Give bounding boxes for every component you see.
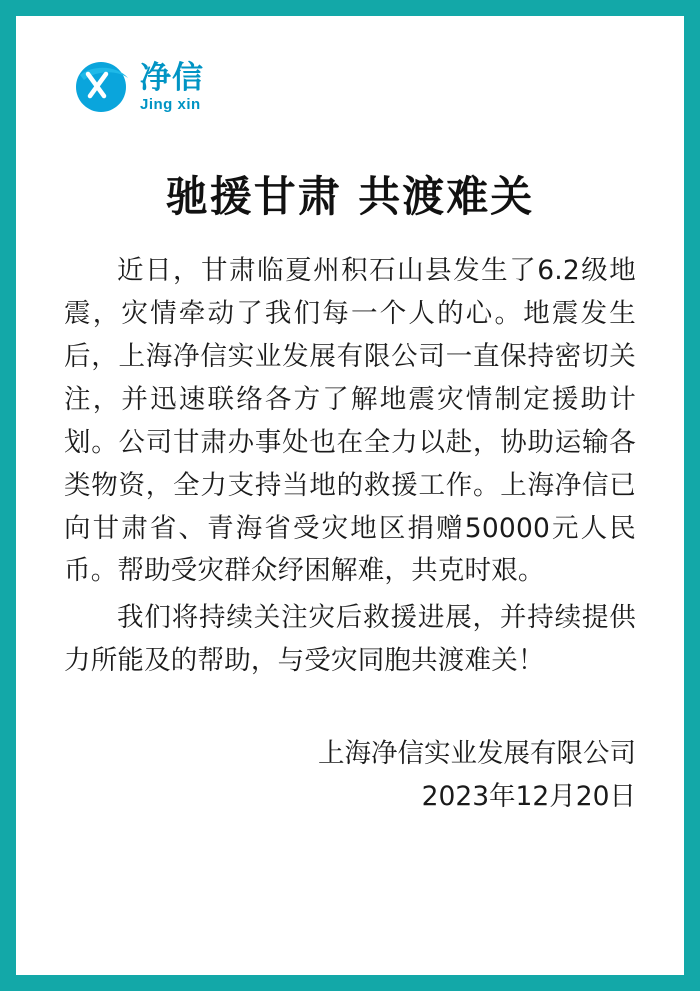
brand-name-cn: 净信 <box>140 59 204 96</box>
brand-logo <box>74 52 636 122</box>
announcement-body <box>64 250 636 687</box>
signature-date: 2023年12月20日 <box>421 780 636 812</box>
paragraph-1: 近日，甘肃临夏州积石山县发生了6.2级地震，灾情牵动了我们每一个人的心。地震发生后，上海净信实业发展有限公司一直保持密切关注，并迅速联络各方了解地震灾情制定援助计划。公司甘肃办事处也在全力以赴，协助运输各类物资，全力支持当地的救援工作。上海净信已向甘肃省、青海省受灾地区捐赠50000元人民币。帮助受灾群众纾困解难，共克时艰。 <box>64 255 636 587</box>
page-title: 驰援甘肃 共渡难关 <box>165 172 535 221</box>
brand-name-en: Jing xin <box>140 95 201 113</box>
brand-logo-text <box>140 59 204 113</box>
signature-block <box>64 731 636 817</box>
poster-card <box>16 16 684 975</box>
signature-company: 上海净信实业发展有限公司 <box>318 737 636 769</box>
paragraph-2: 我们将持续关注灾后救援进展，并持续提供力所能及的帮助，与受灾同胞共渡难关！ <box>64 602 636 677</box>
jingxin-swoosh-logo-icon <box>74 58 132 116</box>
